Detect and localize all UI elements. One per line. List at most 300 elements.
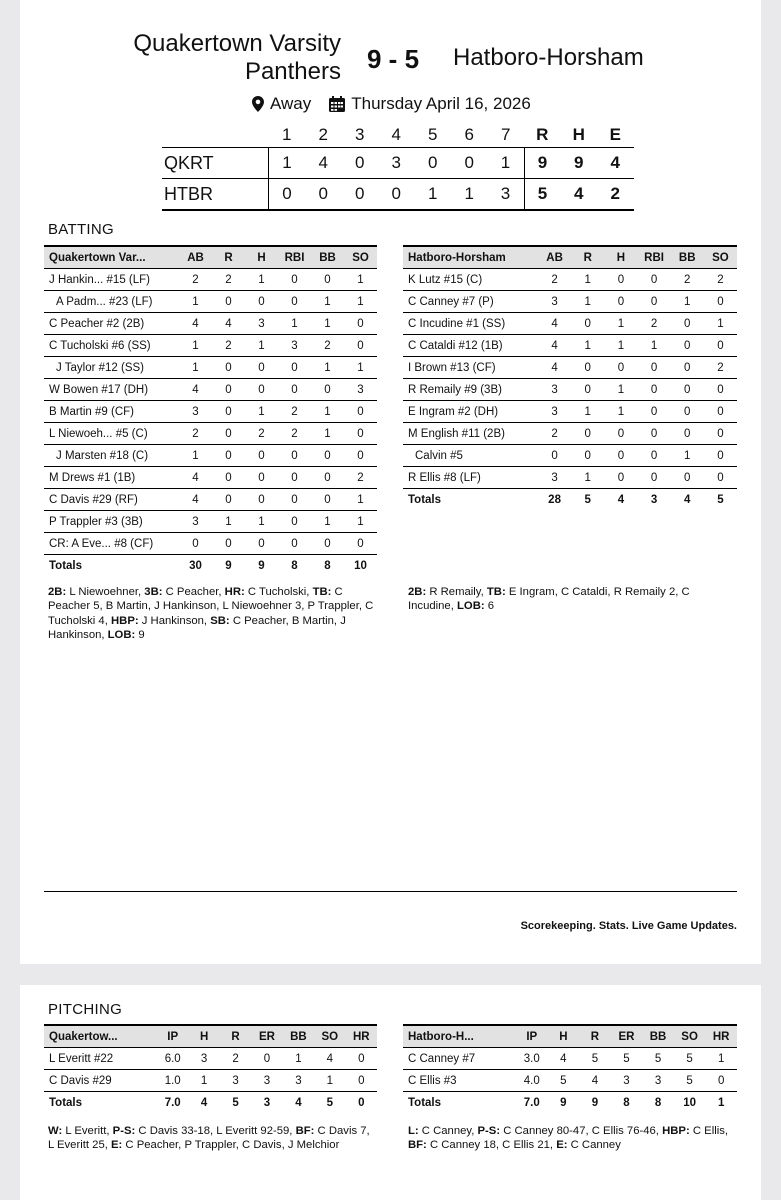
stat-cell: 0 (637, 423, 670, 445)
runs-header: R (536, 125, 549, 144)
stat-cell: 0 (344, 401, 377, 423)
player-name: R Remaily #9 (3B) (403, 379, 538, 401)
player-row (403, 445, 737, 467)
stat-cell: 0 (278, 269, 311, 291)
stat-cell: 0 (311, 379, 344, 401)
player-name: J Hankin... #15 (LF) (44, 269, 179, 291)
footer-tagline: Scorekeeping. Stats. Live Game Updates. (520, 920, 737, 932)
stat-cell: 0 (212, 467, 245, 489)
stat-cell: 1 (571, 401, 604, 423)
table-header-row (403, 1025, 737, 1048)
stat-column-header: ER (251, 1025, 282, 1048)
stat-cell: 2 (311, 335, 344, 357)
player-row (44, 401, 377, 423)
table-header-row (44, 1025, 377, 1048)
stat-cell: 0 (278, 357, 311, 379)
stat-cell: 1 (704, 313, 737, 335)
player-name: C Peacher #2 (2B) (44, 313, 179, 335)
total-cell: 3 (650, 494, 658, 506)
player-row (44, 423, 377, 445)
note-text: C Tucholski, (244, 586, 313, 598)
stat-column-header: BB (671, 246, 704, 269)
totals-label: Totals (49, 560, 83, 572)
note-label: LOB: (107, 628, 136, 641)
total-cell: 7.0 (523, 1097, 540, 1109)
inning-score: 4 (305, 148, 342, 179)
home-team-line1: Quakertown Varsity (133, 30, 341, 57)
stat-cell: 1 (212, 511, 245, 533)
stat-cell: 0 (212, 423, 245, 445)
stat-cell: 5 (674, 1070, 706, 1092)
total-cell: 10 (683, 1097, 696, 1109)
player-name: C Canney #7 (P) (403, 291, 538, 313)
inning-score: 1 (415, 179, 452, 211)
stat-cell: 0 (705, 1070, 737, 1092)
total-cell: 0 (358, 1097, 365, 1109)
stat-cell: 0 (311, 489, 344, 511)
stat-column-header: BB (642, 1025, 674, 1048)
note-text: 9 (135, 628, 145, 641)
note-text: R Remaily, (426, 586, 487, 598)
stat-cell: 3 (538, 379, 571, 401)
stat-cell: 1 (245, 335, 278, 357)
stat-cell: 0 (637, 401, 670, 423)
inning-header: 3 (355, 125, 365, 144)
linescore-row-away (162, 179, 634, 211)
stat-column-header: R (579, 1025, 611, 1048)
stat-cell: 6.0 (157, 1048, 188, 1070)
stat-column-header: R (571, 246, 604, 269)
stat-cell: 1 (637, 335, 670, 357)
team-column-header: Hatboro-Horsham (403, 246, 538, 269)
player-row (403, 1070, 737, 1092)
total-cell: 30 (189, 560, 202, 572)
player-name: Calvin #5 (403, 445, 538, 467)
stat-cell: 2 (278, 423, 311, 445)
note-text: C Canney 80-47, C Ellis 76-46, (500, 1125, 663, 1137)
stat-cell: 3 (538, 291, 571, 313)
player-row (44, 1070, 377, 1092)
stat-column-header: IP (516, 1025, 548, 1048)
stat-cell: 1 (314, 1070, 345, 1092)
stat-cell: 0 (346, 1070, 377, 1092)
player-name: P Trappler #3 (3B) (44, 511, 179, 533)
stat-cell: 0 (571, 379, 604, 401)
stat-cell: 3 (344, 379, 377, 401)
team-column-header: Quakertow... (44, 1025, 157, 1048)
stat-cell: 0 (179, 533, 212, 555)
note-label: P-S: (477, 1125, 501, 1137)
home-pitching-table (44, 1024, 377, 1114)
stat-cell: 0 (212, 357, 245, 379)
player-row (403, 335, 737, 357)
stat-cell: 0 (671, 335, 704, 357)
note-label: L: (408, 1125, 419, 1137)
note-label: BF: (408, 1139, 427, 1152)
stat-cell: 1 (604, 379, 637, 401)
totals-label: Totals (408, 494, 442, 506)
note-label: E: (556, 1139, 568, 1152)
inning-score: 0 (269, 179, 306, 211)
pitching-section-title: PITCHING (48, 1001, 123, 1018)
stat-cell: 0 (245, 467, 278, 489)
totals-row (403, 489, 737, 512)
stat-cell: 4 (538, 313, 571, 335)
total-cell: 9 (225, 560, 232, 572)
note-text: C Peacher, P Trappler, C Davis, J Melchior (122, 1139, 340, 1152)
inning-score: 3 (378, 148, 415, 179)
stat-column-header: R (220, 1025, 251, 1048)
inning-score: 0 (305, 179, 342, 211)
stat-cell: 0 (637, 357, 670, 379)
total-cell: 5 (584, 494, 591, 506)
stat-cell: 0 (637, 291, 670, 313)
total-cell: 8 (654, 1097, 662, 1109)
errors-total: 4 (597, 148, 634, 179)
stat-cell: 1 (245, 511, 278, 533)
stat-cell: 2 (212, 335, 245, 357)
stat-cell: 1 (311, 291, 344, 313)
stat-cell: 0 (245, 291, 278, 313)
note-label: P-S: (112, 1125, 136, 1137)
stat-cell: 1 (571, 291, 604, 313)
runs-total: 5 (524, 179, 561, 211)
inning-score: 1 (451, 179, 488, 211)
player-name: K Lutz #15 (C) (403, 269, 538, 291)
note-label: 2B: (48, 586, 67, 598)
inning-score: 0 (415, 148, 452, 179)
stat-cell: 1 (311, 423, 344, 445)
total-cell: 5 (717, 494, 724, 506)
stat-cell: 0 (704, 291, 737, 313)
player-row (44, 269, 377, 291)
player-row (44, 467, 377, 489)
team-column-header: Hatboro-H... (403, 1025, 516, 1048)
calendar-icon (329, 96, 345, 112)
home-batting-notes (48, 585, 378, 642)
stat-cell: 5 (611, 1048, 643, 1070)
note-text: C Canney (567, 1139, 621, 1152)
player-name: C Davis #29 (RF) (44, 489, 179, 511)
player-name: R Ellis #8 (LF) (403, 467, 538, 489)
note-label: TB: (312, 586, 332, 598)
stat-cell: 0 (311, 533, 344, 555)
stat-cell: 1 (311, 313, 344, 335)
stat-cell: 4 (179, 379, 212, 401)
total-cell: 8 (324, 560, 331, 572)
errors-total: 2 (597, 179, 634, 211)
stat-cell: 0 (278, 291, 311, 313)
stat-cell: 0 (604, 269, 637, 291)
stat-cell: 3 (642, 1070, 674, 1092)
stat-cell: 0 (571, 357, 604, 379)
total-cell: 9 (591, 1097, 599, 1109)
stat-cell: 3 (179, 511, 212, 533)
total-cell: 4 (295, 1097, 302, 1109)
player-name: L Niewoeh... #5 (C) (44, 423, 179, 445)
hits-total: 4 (561, 179, 598, 211)
stat-cell: 0 (346, 1048, 377, 1070)
boxscore-page-1 (20, 0, 761, 964)
player-name: A Padm... #23 (LF) (44, 291, 179, 313)
total-cell: 4 (684, 494, 691, 506)
totals-label: Totals (49, 1097, 83, 1109)
stat-cell: 0 (344, 423, 377, 445)
stat-column-header: BB (311, 246, 344, 269)
stat-cell: 0 (571, 445, 604, 467)
player-row (403, 467, 737, 489)
stat-cell: 1 (179, 335, 212, 357)
note-label: HR: (224, 586, 245, 598)
stat-column-header: H (188, 1025, 219, 1048)
note-text: 6 (484, 600, 495, 613)
note-text: C Canney 18, C Ellis 21, (426, 1139, 557, 1152)
linescore-row-home (162, 148, 634, 179)
stat-cell: 2 (278, 401, 311, 423)
stat-cell: 0 (671, 401, 704, 423)
player-name: J Marsten #18 (C) (44, 445, 179, 467)
total-cell: 8 (623, 1097, 630, 1109)
stat-cell: 0 (604, 423, 637, 445)
stat-cell: 0 (278, 467, 311, 489)
stat-cell: 1 (311, 357, 344, 379)
total-cell: 10 (354, 560, 367, 572)
note-label: TB: (486, 586, 506, 598)
inning-header: 2 (318, 125, 328, 144)
stat-cell: 1 (245, 269, 278, 291)
player-row (44, 313, 377, 335)
stat-cell: 5 (548, 1070, 580, 1092)
player-name: C Ellis #3 (403, 1070, 516, 1092)
stat-cell: 0 (704, 423, 737, 445)
stat-column-header: H (548, 1025, 580, 1048)
stat-cell: 0 (637, 379, 670, 401)
player-name: M Drews #1 (1B) (44, 467, 179, 489)
stat-cell: 1.0 (157, 1070, 188, 1092)
inning-score: 3 (488, 179, 525, 211)
away-pitching-notes (408, 1124, 738, 1153)
player-name: C Davis #29 (44, 1070, 157, 1092)
stat-cell: 2 (671, 269, 704, 291)
location-label: Away (270, 94, 312, 113)
note-text: C Peacher, B Martin, J Hankinson, (48, 614, 346, 641)
stat-cell: 3 (220, 1070, 251, 1092)
stat-column-header: RBI (278, 246, 311, 269)
stat-cell: 5 (674, 1048, 706, 1070)
stat-cell: 0 (212, 489, 245, 511)
stat-cell: 0 (671, 357, 704, 379)
stat-cell: 1 (311, 401, 344, 423)
team-column-header: Quakertown Var... (44, 246, 179, 269)
inning-header: 7 (501, 125, 511, 144)
total-cell: 9 (258, 560, 265, 572)
inning-header: 6 (464, 125, 474, 144)
note-text: C Peacher 5, B Martin, J Hankinson, L Niewoehner 3, P Trappler, C Tucholski 4, (48, 586, 374, 627)
total-cell: 3 (263, 1097, 271, 1109)
player-name: C Incudine #1 (SS) (403, 313, 538, 335)
inning-score: 1 (488, 148, 525, 179)
total-cell: 9 (560, 1097, 567, 1109)
total-cell: 5 (326, 1097, 334, 1109)
note-label: 3B: (144, 586, 163, 598)
note-label: 2B: (408, 586, 427, 598)
final-score: 9 - 5 (367, 44, 420, 74)
inning-score: 0 (451, 148, 488, 179)
note-label: LOB: (457, 600, 485, 613)
home-team-name (117, 30, 341, 86)
stat-cell: 3 (278, 335, 311, 357)
total-cell: 5 (232, 1097, 239, 1109)
stat-column-header: HR (705, 1025, 737, 1048)
player-name: C Canney #7 (403, 1048, 516, 1070)
total-cell: 8 (291, 560, 298, 572)
note-text: C Canney, (418, 1125, 478, 1137)
stat-cell: 2 (637, 313, 670, 335)
stat-cell: 0 (704, 401, 737, 423)
stat-cell: 1 (671, 445, 704, 467)
inning-score: 1 (269, 148, 306, 179)
stat-cell: 1 (571, 467, 604, 489)
player-row (44, 335, 377, 357)
stat-cell: 1 (344, 269, 377, 291)
stat-cell: 1 (344, 291, 377, 313)
stat-cell: 0 (251, 1048, 282, 1070)
total-cell: 7.0 (164, 1097, 181, 1109)
stat-cell: 4 (314, 1048, 345, 1070)
note-label: W: (48, 1125, 63, 1137)
stat-cell: 0 (212, 291, 245, 313)
stat-column-header: R (212, 246, 245, 269)
stat-cell: 0 (245, 379, 278, 401)
linescore-team-header (162, 123, 269, 148)
stat-cell: 1 (278, 313, 311, 335)
away-pitching-table (403, 1024, 737, 1114)
stat-cell: 0 (704, 335, 737, 357)
inning-header: 4 (391, 125, 401, 144)
player-row (403, 357, 737, 379)
player-row (403, 313, 737, 335)
map-pin-icon (252, 96, 264, 112)
hits-header: H (572, 125, 585, 144)
totals-row (44, 555, 377, 578)
stat-cell: 0 (604, 467, 637, 489)
stat-cell: 0 (212, 401, 245, 423)
stat-column-header: H (245, 246, 278, 269)
inning-score: 0 (342, 148, 379, 179)
stat-cell: 1 (245, 401, 278, 423)
player-name: CR: A Eve... #8 (CF) (44, 533, 179, 555)
player-row (44, 445, 377, 467)
stat-cell: 2 (179, 269, 212, 291)
player-row (44, 1048, 377, 1070)
note-label: E: (111, 1139, 123, 1152)
stat-cell: 0 (278, 489, 311, 511)
stat-cell: 3.0 (516, 1048, 548, 1070)
runs-total: 9 (524, 148, 561, 179)
stat-cell: 0 (704, 445, 737, 467)
player-row (403, 1048, 737, 1070)
stat-cell: 1 (344, 511, 377, 533)
home-batting-table (44, 245, 377, 577)
stat-cell: 0 (604, 291, 637, 313)
note-label: BF: (295, 1125, 315, 1137)
stat-cell: 0 (704, 467, 737, 489)
stat-cell: 0 (671, 423, 704, 445)
home-team-line2: Panthers (244, 58, 341, 85)
stat-cell: 0 (212, 533, 245, 555)
stat-cell: 0 (704, 379, 737, 401)
stat-column-header: ER (611, 1025, 643, 1048)
player-row (403, 423, 737, 445)
player-row (44, 489, 377, 511)
game-date: Thursday April 16, 2026 (351, 94, 531, 113)
errors-header: E (609, 125, 621, 144)
stat-cell: 4 (538, 357, 571, 379)
stat-cell: 3 (538, 401, 571, 423)
stat-cell: 0 (245, 489, 278, 511)
stat-cell: 2 (179, 423, 212, 445)
batting-section-title: BATTING (48, 221, 114, 238)
stat-cell: 0 (278, 445, 311, 467)
stat-cell: 0 (212, 379, 245, 401)
player-name: C Cataldi #12 (1B) (403, 335, 538, 357)
stat-cell: 1 (604, 401, 637, 423)
stat-column-header: SO (674, 1025, 706, 1048)
stat-cell: 4 (212, 313, 245, 335)
note-text: L Niewoehner, (66, 586, 145, 598)
stat-cell: 2 (538, 269, 571, 291)
stat-column-header: IP (157, 1025, 188, 1048)
stat-cell: 2 (704, 269, 737, 291)
stat-cell: 3 (188, 1048, 219, 1070)
stat-column-header: SO (344, 246, 377, 269)
player-row (44, 379, 377, 401)
stat-cell: 2 (212, 269, 245, 291)
home-pitching-notes (48, 1124, 378, 1153)
stat-cell: 0 (344, 533, 377, 555)
note-label: HBP: (662, 1125, 690, 1137)
stat-column-header: H (604, 246, 637, 269)
stat-cell: 0 (571, 423, 604, 445)
linescore-table (162, 123, 634, 211)
player-row (403, 269, 737, 291)
stat-column-header: RBI (637, 246, 670, 269)
stat-cell: 1 (311, 511, 344, 533)
away-batting-notes (408, 585, 738, 614)
stat-cell: 3 (611, 1070, 643, 1092)
stat-cell: 0 (571, 313, 604, 335)
stat-cell: 5 (642, 1048, 674, 1070)
stat-cell: 0 (671, 379, 704, 401)
player-name: I Brown #13 (CF) (403, 357, 538, 379)
stat-cell: 1 (571, 335, 604, 357)
stat-cell: 0 (245, 357, 278, 379)
stat-cell: 4 (179, 489, 212, 511)
stat-cell: 4 (579, 1070, 611, 1092)
stat-cell: 1 (671, 291, 704, 313)
stat-cell: 0 (245, 445, 278, 467)
stat-cell: 3 (251, 1070, 282, 1092)
stat-cell: 0 (311, 467, 344, 489)
inning-score: 0 (378, 179, 415, 211)
stat-cell: 0 (538, 445, 571, 467)
stat-cell: 1 (179, 445, 212, 467)
stat-cell: 3 (179, 401, 212, 423)
player-row (403, 401, 737, 423)
note-text: L Everitt, (62, 1125, 113, 1137)
stat-cell: 2 (538, 423, 571, 445)
stat-cell: 0 (344, 445, 377, 467)
